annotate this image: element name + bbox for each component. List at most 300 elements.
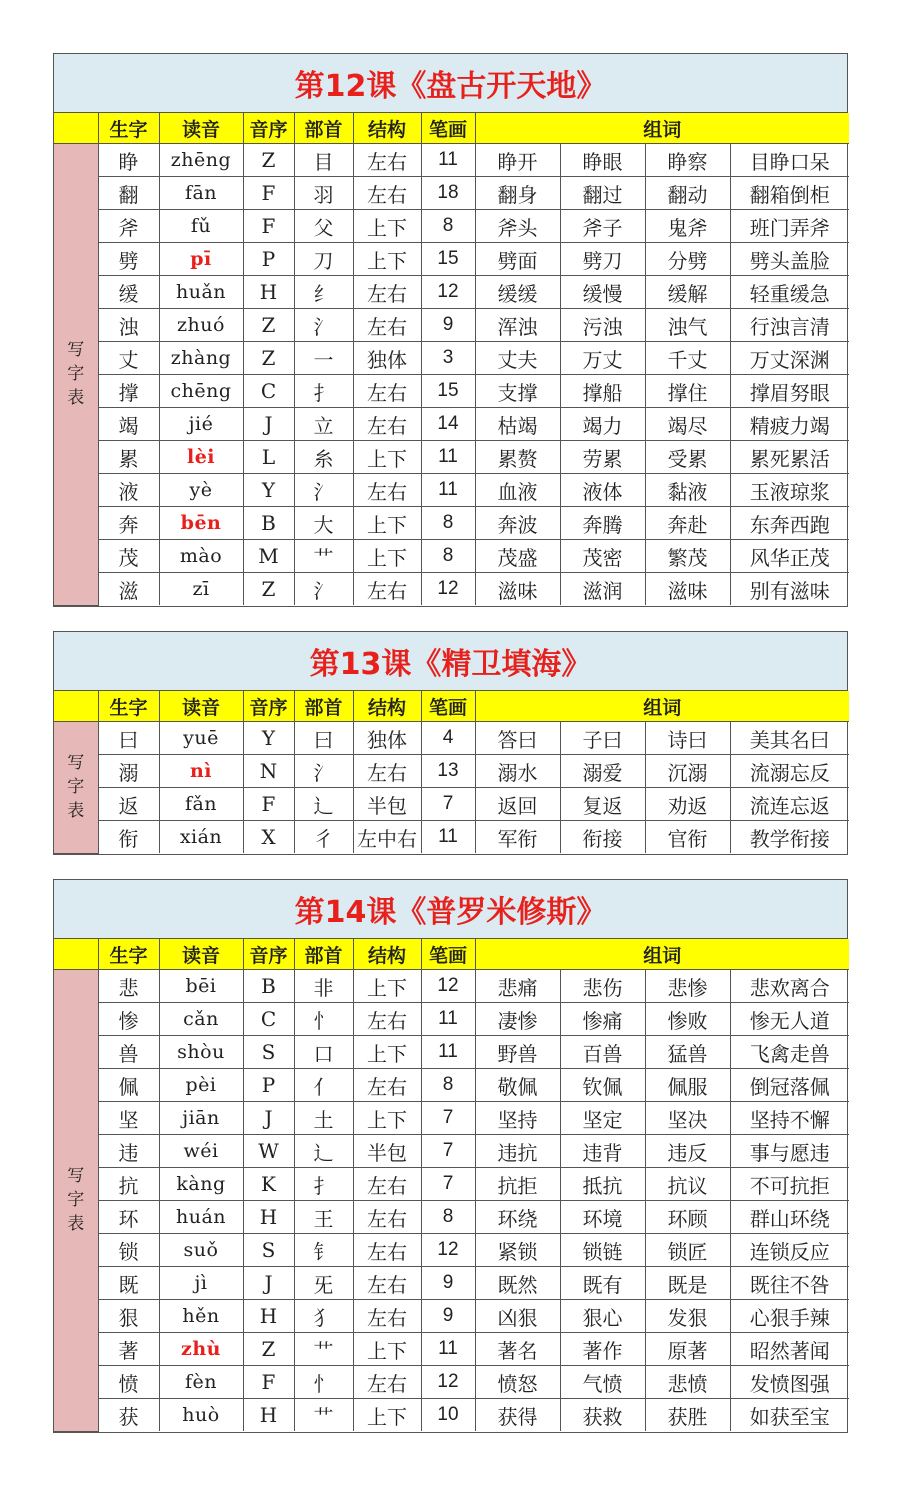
word-cell: 紧锁 — [475, 1234, 560, 1267]
header-blank — [54, 113, 98, 144]
radical-cell: 立 — [294, 408, 353, 441]
structure-cell: 独体 — [353, 342, 421, 375]
structure-cell: 上下 — [353, 1399, 421, 1432]
word-cell: 滋润 — [560, 573, 645, 606]
radical-cell: 艹 — [294, 1399, 353, 1432]
structure-cell: 上下 — [353, 507, 421, 540]
char-cell: 兽 — [98, 1036, 159, 1069]
table-row — [54, 243, 849, 276]
word-cell: 缓缓 — [475, 276, 560, 309]
char-cell: 锁 — [98, 1234, 159, 1267]
structure-cell: 左右 — [353, 1300, 421, 1333]
word-cell: 污浊 — [560, 309, 645, 342]
strokes-cell: 11 — [421, 1333, 475, 1366]
word-cell: 浊气 — [645, 309, 730, 342]
word-cell: 复返 — [560, 788, 645, 821]
table-row — [54, 276, 849, 309]
strokes-cell: 12 — [421, 276, 475, 309]
word-cell: 劳累 — [560, 441, 645, 474]
char-cell: 缓 — [98, 276, 159, 309]
word-cell: 滋味 — [475, 573, 560, 606]
word-cell: 竭力 — [560, 408, 645, 441]
structure-cell: 半包 — [353, 1135, 421, 1168]
structure-cell: 左右 — [353, 1168, 421, 1201]
word-cell: 茂密 — [560, 540, 645, 573]
pinyin-cell: huán — [159, 1201, 243, 1234]
word-cell: 流连忘返 — [730, 788, 849, 821]
strokes-cell: 7 — [421, 788, 475, 821]
word-cell: 缓解 — [645, 276, 730, 309]
radical-cell: 忄 — [294, 1366, 353, 1399]
structure-cell: 上下 — [353, 1333, 421, 1366]
pinyin-cell: pèi — [159, 1069, 243, 1102]
table-row — [54, 821, 849, 854]
table-row — [54, 1201, 849, 1234]
pinyin-cell: fǎn — [159, 788, 243, 821]
strokes-cell: 11 — [421, 441, 475, 474]
word-cell: 翻身 — [475, 177, 560, 210]
header-blank — [54, 691, 98, 722]
strokes-cell: 8 — [421, 507, 475, 540]
header-structure: 结构 — [353, 939, 421, 970]
word-cell: 溺水 — [475, 755, 560, 788]
pinyin-cell: hěn — [159, 1300, 243, 1333]
strokes-cell: 7 — [421, 1135, 475, 1168]
structure-cell: 左右 — [353, 1069, 421, 1102]
word-cell: 千丈 — [645, 342, 730, 375]
order-cell: S — [243, 1036, 294, 1069]
structure-cell: 上下 — [353, 540, 421, 573]
word-cell: 劈面 — [475, 243, 560, 276]
word-cell: 军衔 — [475, 821, 560, 854]
word-cell: 坚持 — [475, 1102, 560, 1135]
structure-cell: 上下 — [353, 970, 421, 1003]
radical-cell: 钅 — [294, 1234, 353, 1267]
word-cell: 猛兽 — [645, 1036, 730, 1069]
order-cell: J — [243, 408, 294, 441]
table-row — [54, 474, 849, 507]
header-structure: 结构 — [353, 113, 421, 144]
word-cell: 劝返 — [645, 788, 730, 821]
char-cell: 浊 — [98, 309, 159, 342]
strokes-cell: 15 — [421, 243, 475, 276]
strokes-cell: 8 — [421, 1069, 475, 1102]
pinyin-cell: pī — [159, 243, 243, 276]
word-cell: 茂盛 — [475, 540, 560, 573]
word-cell: 劈刀 — [560, 243, 645, 276]
table-row — [54, 210, 849, 243]
header-row — [54, 113, 849, 144]
word-cell: 事与愿违 — [730, 1135, 849, 1168]
strokes-cell: 9 — [421, 1267, 475, 1300]
pinyin-cell: chēng — [159, 375, 243, 408]
char-cell: 劈 — [98, 243, 159, 276]
lesson-table-1 — [53, 631, 848, 855]
char-cell: 抗 — [98, 1168, 159, 1201]
header-row — [54, 939, 849, 970]
word-cell: 翻动 — [645, 177, 730, 210]
word-cell: 睁察 — [645, 144, 730, 177]
word-cell: 丈夫 — [475, 342, 560, 375]
header-words: 组词 — [475, 691, 849, 722]
order-cell: F — [243, 1366, 294, 1399]
pinyin-cell: zhù — [159, 1333, 243, 1366]
strokes-cell: 11 — [421, 1003, 475, 1036]
structure-cell: 左中右 — [353, 821, 421, 854]
radical-cell: 旡 — [294, 1267, 353, 1300]
pinyin-cell: shòu — [159, 1036, 243, 1069]
char-cell: 获 — [98, 1399, 159, 1432]
word-cell: 撑船 — [560, 375, 645, 408]
strokes-cell: 7 — [421, 1102, 475, 1135]
header-strokes: 笔画 — [421, 691, 475, 722]
table-row — [54, 722, 849, 755]
word-cell: 撑眉努眼 — [730, 375, 849, 408]
strokes-cell: 8 — [421, 210, 475, 243]
pinyin-cell: yè — [159, 474, 243, 507]
char-cell: 液 — [98, 474, 159, 507]
word-cell: 子曰 — [560, 722, 645, 755]
header-words: 组词 — [475, 113, 849, 144]
word-cell: 奔腾 — [560, 507, 645, 540]
word-cell: 惨败 — [645, 1003, 730, 1036]
word-cell: 愤怒 — [475, 1366, 560, 1399]
order-cell: F — [243, 210, 294, 243]
header-char: 生字 — [98, 691, 159, 722]
radical-cell: 辶 — [294, 788, 353, 821]
order-cell: J — [243, 1102, 294, 1135]
strokes-cell: 8 — [421, 540, 475, 573]
radical-cell: 纟 — [294, 276, 353, 309]
pinyin-cell: jié — [159, 408, 243, 441]
word-cell: 行浊言清 — [730, 309, 849, 342]
table-row — [54, 375, 849, 408]
table-row — [54, 1102, 849, 1135]
word-cell: 玉液琼浆 — [730, 474, 849, 507]
char-cell: 滋 — [98, 573, 159, 606]
radical-cell: 忄 — [294, 1003, 353, 1036]
radical-cell: 氵 — [294, 573, 353, 606]
table-row — [54, 1003, 849, 1036]
word-cell: 连锁反应 — [730, 1234, 849, 1267]
word-cell: 获得 — [475, 1399, 560, 1432]
header-row — [54, 691, 849, 722]
word-cell: 斧子 — [560, 210, 645, 243]
header-order: 音序 — [243, 691, 294, 722]
char-cell: 佩 — [98, 1069, 159, 1102]
pinyin-cell: mào — [159, 540, 243, 573]
strokes-cell: 12 — [421, 573, 475, 606]
structure-cell: 左右 — [353, 1366, 421, 1399]
header-strokes: 笔画 — [421, 939, 475, 970]
table-row — [54, 1135, 849, 1168]
table-row — [54, 1267, 849, 1300]
word-cell: 万丈 — [560, 342, 645, 375]
word-cell: 目睁口呆 — [730, 144, 849, 177]
header-structure: 结构 — [353, 691, 421, 722]
structure-cell: 左右 — [353, 144, 421, 177]
structure-cell: 左右 — [353, 177, 421, 210]
radical-cell: 口 — [294, 1036, 353, 1069]
order-cell: W — [243, 1135, 294, 1168]
header-strokes: 笔画 — [421, 113, 475, 144]
order-cell: H — [243, 1201, 294, 1234]
order-cell: B — [243, 507, 294, 540]
table-row — [54, 1069, 849, 1102]
structure-cell: 上下 — [353, 243, 421, 276]
word-cell: 奔赴 — [645, 507, 730, 540]
radical-cell: 目 — [294, 144, 353, 177]
structure-cell: 上下 — [353, 1102, 421, 1135]
word-cell: 睁眼 — [560, 144, 645, 177]
character-table — [54, 691, 849, 854]
word-cell: 美其名曰 — [730, 722, 849, 755]
word-cell: 东奔西跑 — [730, 507, 849, 540]
structure-cell: 左右 — [353, 573, 421, 606]
word-cell: 狠心 — [560, 1300, 645, 1333]
char-cell: 丈 — [98, 342, 159, 375]
word-cell: 繁茂 — [645, 540, 730, 573]
order-cell: H — [243, 276, 294, 309]
word-cell: 违反 — [645, 1135, 730, 1168]
word-cell: 敬佩 — [475, 1069, 560, 1102]
header-words: 组词 — [475, 939, 849, 970]
word-cell: 获胜 — [645, 1399, 730, 1432]
word-cell: 著名 — [475, 1333, 560, 1366]
table-row — [54, 788, 849, 821]
order-cell: C — [243, 1003, 294, 1036]
radical-cell: 彳 — [294, 821, 353, 854]
word-cell: 翻过 — [560, 177, 645, 210]
char-cell: 返 — [98, 788, 159, 821]
word-cell: 发狠 — [645, 1300, 730, 1333]
structure-cell: 独体 — [353, 722, 421, 755]
word-cell: 悲惨 — [645, 970, 730, 1003]
word-cell: 悲欢离合 — [730, 970, 849, 1003]
table-row — [54, 970, 849, 1003]
char-cell: 溺 — [98, 755, 159, 788]
table-row — [54, 1234, 849, 1267]
char-cell: 曰 — [98, 722, 159, 755]
char-cell: 翻 — [98, 177, 159, 210]
structure-cell: 左右 — [353, 1201, 421, 1234]
structure-cell: 半包 — [353, 788, 421, 821]
radical-cell: 非 — [294, 970, 353, 1003]
header-radical: 部首 — [294, 113, 353, 144]
pinyin-cell: zī — [159, 573, 243, 606]
char-cell: 撑 — [98, 375, 159, 408]
word-cell: 昭然著闻 — [730, 1333, 849, 1366]
strokes-cell: 11 — [421, 821, 475, 854]
word-cell: 血液 — [475, 474, 560, 507]
order-cell: X — [243, 821, 294, 854]
order-cell: Z — [243, 1333, 294, 1366]
pinyin-cell: nì — [159, 755, 243, 788]
word-cell: 答曰 — [475, 722, 560, 755]
strokes-cell: 14 — [421, 408, 475, 441]
structure-cell: 左右 — [353, 1267, 421, 1300]
word-cell: 衔接 — [560, 821, 645, 854]
pinyin-cell: kàng — [159, 1168, 243, 1201]
order-cell: Z — [243, 309, 294, 342]
word-cell: 违背 — [560, 1135, 645, 1168]
word-cell: 累赘 — [475, 441, 560, 474]
word-cell: 斧头 — [475, 210, 560, 243]
table-row — [54, 342, 849, 375]
radical-cell: 父 — [294, 210, 353, 243]
word-cell: 奔波 — [475, 507, 560, 540]
word-cell: 钦佩 — [560, 1069, 645, 1102]
pinyin-cell: fèn — [159, 1366, 243, 1399]
word-cell: 惨无人道 — [730, 1003, 849, 1036]
header-radical: 部首 — [294, 939, 353, 970]
word-cell: 发愤图强 — [730, 1366, 849, 1399]
word-cell: 如获至宝 — [730, 1399, 849, 1432]
char-cell: 悲 — [98, 970, 159, 1003]
word-cell: 百兽 — [560, 1036, 645, 1069]
order-cell: H — [243, 1399, 294, 1432]
strokes-cell: 18 — [421, 177, 475, 210]
word-cell: 浑浊 — [475, 309, 560, 342]
radical-cell: 扌 — [294, 375, 353, 408]
strokes-cell: 12 — [421, 970, 475, 1003]
table-row — [54, 1399, 849, 1432]
lesson-title: 第13课《精卫填海》 — [54, 632, 847, 691]
pinyin-cell: bēi — [159, 970, 243, 1003]
structure-cell: 左右 — [353, 474, 421, 507]
order-cell: Z — [243, 342, 294, 375]
strokes-cell: 8 — [421, 1201, 475, 1234]
table-row — [54, 441, 849, 474]
word-cell: 野兽 — [475, 1036, 560, 1069]
pinyin-cell: huǎn — [159, 276, 243, 309]
header-char: 生字 — [98, 113, 159, 144]
char-cell: 著 — [98, 1333, 159, 1366]
word-cell: 既往不咎 — [730, 1267, 849, 1300]
word-cell: 诗曰 — [645, 722, 730, 755]
word-cell: 群山环绕 — [730, 1201, 849, 1234]
word-cell: 翻箱倒柜 — [730, 177, 849, 210]
char-cell: 既 — [98, 1267, 159, 1300]
word-cell: 风华正茂 — [730, 540, 849, 573]
word-cell: 心狠手辣 — [730, 1300, 849, 1333]
structure-cell: 上下 — [353, 1036, 421, 1069]
word-cell: 佩服 — [645, 1069, 730, 1102]
pinyin-cell: suǒ — [159, 1234, 243, 1267]
word-cell: 著作 — [560, 1333, 645, 1366]
header-pinyin: 读音 — [159, 939, 243, 970]
radical-cell: 氵 — [294, 309, 353, 342]
pinyin-cell: huò — [159, 1399, 243, 1432]
word-cell: 轻重缓急 — [730, 276, 849, 309]
word-cell: 既是 — [645, 1267, 730, 1300]
header-order: 音序 — [243, 939, 294, 970]
word-cell: 流溺忘反 — [730, 755, 849, 788]
word-cell: 凄惨 — [475, 1003, 560, 1036]
radical-cell: 氵 — [294, 474, 353, 507]
side-label-text: 写字表 — [67, 1166, 85, 1235]
char-cell: 狠 — [98, 1300, 159, 1333]
side-label — [54, 144, 98, 606]
lesson-title: 第12课《盘古开天地》 — [54, 54, 847, 113]
order-cell: Z — [243, 144, 294, 177]
word-cell: 教学衔接 — [730, 821, 849, 854]
structure-cell: 左右 — [353, 755, 421, 788]
strokes-cell: 9 — [421, 1300, 475, 1333]
table-row — [54, 540, 849, 573]
word-cell: 沉溺 — [645, 755, 730, 788]
radical-cell: 羽 — [294, 177, 353, 210]
char-cell: 坚 — [98, 1102, 159, 1135]
strokes-cell: 3 — [421, 342, 475, 375]
pinyin-cell: zhēng — [159, 144, 243, 177]
word-cell: 受累 — [645, 441, 730, 474]
table-row — [54, 573, 849, 606]
char-cell: 斧 — [98, 210, 159, 243]
header-char: 生字 — [98, 939, 159, 970]
side-label — [54, 722, 98, 854]
structure-cell: 左右 — [353, 375, 421, 408]
word-cell: 抵抗 — [560, 1168, 645, 1201]
strokes-cell: 12 — [421, 1234, 475, 1267]
word-cell: 分劈 — [645, 243, 730, 276]
word-cell: 违抗 — [475, 1135, 560, 1168]
word-cell: 飞禽走兽 — [730, 1036, 849, 1069]
char-cell: 衔 — [98, 821, 159, 854]
word-cell: 悲伤 — [560, 970, 645, 1003]
lesson-title: 第14课《普罗米修斯》 — [54, 880, 847, 939]
char-cell: 竭 — [98, 408, 159, 441]
word-cell: 累死累活 — [730, 441, 849, 474]
word-cell: 环绕 — [475, 1201, 560, 1234]
order-cell: P — [243, 1069, 294, 1102]
pinyin-cell: zhàng — [159, 342, 243, 375]
radical-cell: 辶 — [294, 1135, 353, 1168]
word-cell: 支撑 — [475, 375, 560, 408]
table-row — [54, 309, 849, 342]
char-cell: 累 — [98, 441, 159, 474]
strokes-cell: 4 — [421, 722, 475, 755]
radical-cell: 大 — [294, 507, 353, 540]
table-row — [54, 507, 849, 540]
order-cell: P — [243, 243, 294, 276]
order-cell: K — [243, 1168, 294, 1201]
order-cell: F — [243, 177, 294, 210]
table-row — [54, 408, 849, 441]
pinyin-cell: zhuó — [159, 309, 243, 342]
order-cell: J — [243, 1267, 294, 1300]
word-cell: 不可抗拒 — [730, 1168, 849, 1201]
word-cell: 既然 — [475, 1267, 560, 1300]
lesson-table-0 — [53, 53, 848, 607]
char-cell: 愤 — [98, 1366, 159, 1399]
side-label-text: 写字表 — [67, 340, 85, 409]
structure-cell: 上下 — [353, 441, 421, 474]
header-radical: 部首 — [294, 691, 353, 722]
word-cell: 溺爱 — [560, 755, 645, 788]
pinyin-cell: fān — [159, 177, 243, 210]
word-cell: 既有 — [560, 1267, 645, 1300]
word-cell: 滋味 — [645, 573, 730, 606]
side-label — [54, 970, 98, 1432]
order-cell: C — [243, 375, 294, 408]
pinyin-cell: xián — [159, 821, 243, 854]
pinyin-cell: jiān — [159, 1102, 243, 1135]
word-cell: 劈头盖脸 — [730, 243, 849, 276]
table-row — [54, 1300, 849, 1333]
structure-cell: 左右 — [353, 1234, 421, 1267]
header-pinyin: 读音 — [159, 113, 243, 144]
